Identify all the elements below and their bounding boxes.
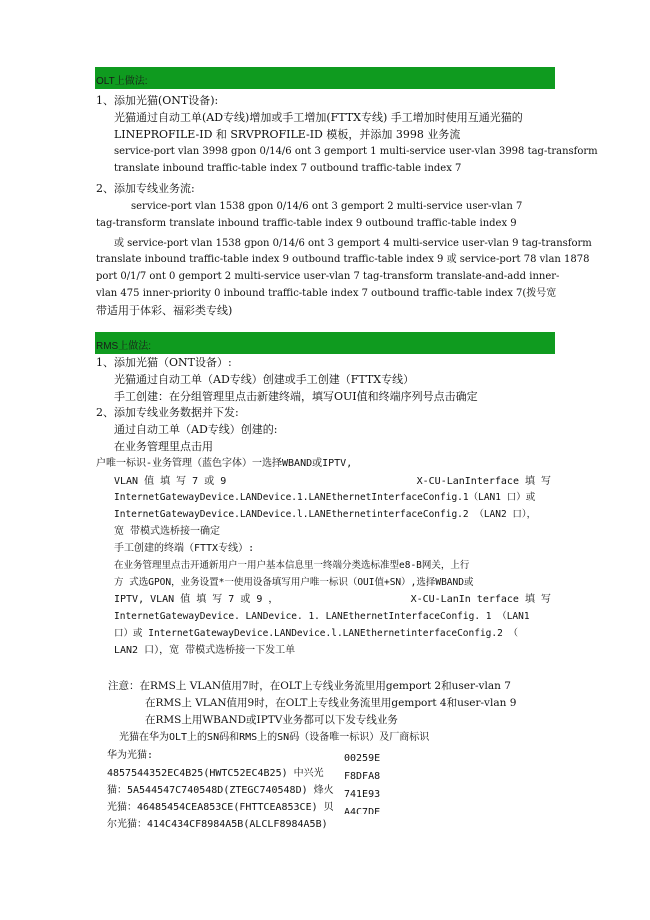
olt-step2-title: 2、添加专线业务流:: [96, 182, 195, 195]
rms-step1-title: 1、添加光猫（ONT设备）:: [96, 356, 232, 369]
rms-step1-line2: 手工创建：在分组管理里点击新建终端，填写OUI值和终端序列号点击确定: [114, 390, 478, 403]
olt-step2-command-line5: port 0/1/7 ont 0 gemport 2 multi-service user-vlan 7 tag-transform translate-and-add inner-: [96, 271, 560, 282]
rms-step2-line3: 户唯一标识-业务管理（蓝色字体）一选择WBAND或IPTV,: [96, 458, 353, 469]
olt-step1-line2: LINEPROFILE-ID 和 SRVPROFILE-ID 模板，并添加 3998 业务流: [114, 128, 461, 141]
sn-line3: 猫：5A544547C740548D(ZTEGC740548D) 烽火: [107, 785, 334, 796]
note-line2: 在RMS上 VLAN值用9时，在OLT上专线业务流里用gemport 4和user-vlan 9: [145, 697, 517, 709]
rms-step2-line11: [114, 593, 551, 607]
sn-line4: 光猫：46485454CEA853CE(FHTTCEA853CE) 贝: [107, 802, 334, 813]
rms-vlan-value-text: VLAN 值 填 写 7 或 9: [114, 476, 227, 487]
rms-step2-title: 2、添加专线业务数据并下发:: [96, 406, 239, 419]
rms-step2-line12: InternetGatewayDevice. LANDevice. 1. LANEthernetInterfaceConfig. 1 （LAN1: [114, 611, 530, 622]
rms-step2-line6: InternetGatewayDevice.LANDevice.l.LANEthernetinterfaceConfig.2 （LAN2 口），: [114, 509, 537, 520]
rms-step2-line14: LAN2 口），宽 带模式选桥接一下发工单: [114, 645, 296, 656]
olt-section-title: OLT上做法:: [96, 76, 148, 87]
olt-step2-command-line6: vlan 475 inner-priority 0 inbound traffic-table index 7 outbound traffic-table index 7(拨号宽: [96, 288, 557, 299]
rms-step2-line2: 在业务管理里点击用: [114, 440, 213, 453]
olt-step1-line1: 光猫通过自动工单(AD专线)增加或手工增加(FTTX专线) 手工增加时使用互通光猫的: [114, 111, 523, 124]
sn-line2: 4857544352EC4B25(HWTC52EC4B25) 中兴光: [107, 768, 324, 779]
olt-step2-command-line7: 带适用于体彩、福彩类专线): [96, 304, 233, 317]
olt-step1-title: 1、添加光猫(ONT设备):: [96, 94, 219, 107]
rms-step2-line1: 通过自动工单（AD专线）创建的:: [114, 423, 278, 436]
rms-iptv-vlan-text: IPTV, VLAN 值 填 写 7 或 9 ，: [114, 594, 279, 605]
oui-fiberhome: 741E93: [344, 789, 381, 800]
note-line1: 注意：在RMS上 VLAN值用7时，在OLT上专线业务流里用gemport 2和user-vlan 7: [108, 680, 511, 692]
rms-step2-line13: 口）或 InternetGatewayDevice.LANDevice.l.LANEthernetinterfaceConfig.2 （: [114, 628, 519, 639]
sn-line5: 尔光猫：414C434CF8984A5B(ALCLF8984A5B): [107, 819, 328, 830]
olt-step1-command-line2: translate inbound traffic-table index 7 outbound traffic-table index 7: [114, 163, 462, 174]
rms-lan-interface-text-2: X-CU-LanIn terface 填 写: [410, 594, 551, 605]
rms-step2-line4: [114, 475, 551, 489]
rms-section-header: [95, 332, 555, 354]
rms-step1-line1: 光猫通过自动工单（AD专线）创建或手工创建（FTTX专线）: [114, 373, 415, 386]
rms-step2-line9: 在业务管理里点击开通新用户一用户基本信息里一终端分类选标准型e8-B网关，上行: [114, 560, 470, 571]
note-line4: 光猫在华为OLT上的SN码和RMS上的SN码（设备唯一标识）及厂商标识: [119, 732, 430, 743]
olt-step2-command-line3: 或 service-port vlan 1538 gpon 0/14/6 ont 3 gemport 4 multi-service user-vlan 9 tag-transform: [114, 238, 592, 249]
oui-zte: F8DFA8: [344, 771, 381, 782]
rms-lan-interface-text: X-CU-LanInterface 填 写: [416, 476, 551, 487]
olt-step2-command-line2: tag-transform translate inbound traffic-table index 9 outbound traffic-table index 9: [96, 218, 517, 229]
rms-step2-line7: 宽 带模式选桥接一确定: [114, 526, 221, 537]
oui-alcatel: A4C7DE: [344, 807, 381, 814]
olt-section-header: [95, 67, 555, 89]
sn-line1: 华为光猫:: [107, 750, 154, 761]
olt-step1-command-line1: service-port vlan 3998 gpon 0/14/6 ont 3 gemport 1 multi-service user-vlan 3998 tag-transform: [114, 146, 598, 157]
olt-step2-command-line4: translate inbound traffic-table index 9 outbound traffic-table index 9 或 service-port 78 vlan 1878: [96, 254, 590, 265]
olt-step2-command-line1: service-port vlan 1538 gpon 0/14/6 ont 3 gemport 2 multi-service user-vlan 7: [131, 201, 523, 212]
oui-huawei: 00259E: [344, 753, 381, 764]
rms-step2-line10: 方 式选GPON，业务设置*一使用设备填写用户唯一标识（OUI值+SN）,选择WBAND或: [114, 577, 474, 588]
rms-step2-line8: 手工创建的终端（FTTX专线）:: [114, 543, 255, 554]
rms-step2-line5: InternetGatewayDevice.LANDevice.1.LANEthernetInterfaceConfig.1（LAN1 口）或: [114, 492, 536, 503]
note-line3: 在RMS上用WBAND或IPTV业务都可以下发专线业务: [145, 714, 398, 726]
rms-section-title: RMS上做法:: [96, 341, 151, 352]
